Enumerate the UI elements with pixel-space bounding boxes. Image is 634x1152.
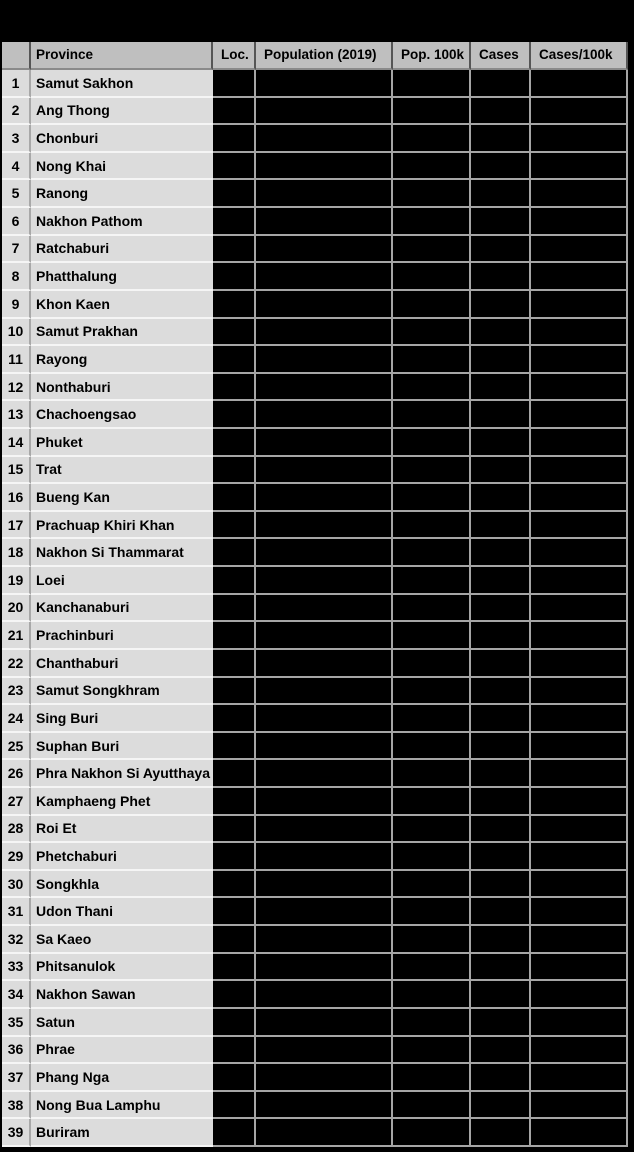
province-cell: Nong Bua Lamphu: [31, 1092, 213, 1120]
row-number-cell: 2: [2, 98, 31, 126]
pop100k-cell-redacted: [393, 954, 471, 982]
cases100k-cell-redacted: [531, 1119, 628, 1147]
row-number-cell: 9: [2, 291, 31, 319]
cases100k-cell-redacted: [531, 898, 628, 926]
cases100k-cell-redacted: [531, 705, 628, 733]
loc-cell-redacted: [213, 1009, 256, 1037]
loc-cell-redacted: [213, 926, 256, 954]
cases-cell-redacted: [471, 1037, 531, 1065]
loc-cell-redacted: [213, 567, 256, 595]
cases100k-cell-redacted: [531, 539, 628, 567]
pop100k-cell-redacted: [393, 898, 471, 926]
population-cell-redacted: [256, 153, 393, 181]
cases100k-cell-redacted: [531, 457, 628, 485]
province-cell: Chonburi: [31, 125, 213, 153]
row-number-cell: 10: [2, 319, 31, 347]
loc-cell-redacted: [213, 1064, 256, 1092]
cases100k-cell-redacted: [531, 788, 628, 816]
row-number-cell: 26: [2, 760, 31, 788]
row-number-cell: 31: [2, 898, 31, 926]
cases100k-cell-redacted: [531, 208, 628, 236]
row-number-cell: 32: [2, 926, 31, 954]
cases100k-cell-redacted: [531, 512, 628, 540]
population-cell-redacted: [256, 484, 393, 512]
population-cell-redacted: [256, 70, 393, 98]
pop100k-cell-redacted: [393, 125, 471, 153]
loc-cell-redacted: [213, 125, 256, 153]
cases-cell-redacted: [471, 1009, 531, 1037]
loc-cell-redacted: [213, 401, 256, 429]
pop100k-cell-redacted: [393, 484, 471, 512]
province-cell: Sa Kaeo: [31, 926, 213, 954]
column-header-cases100k: Cases/100k: [531, 42, 628, 70]
province-cell: Phuket: [31, 429, 213, 457]
column-header-pop100k: Pop. 100k: [393, 42, 471, 70]
province-cell: Phang Nga: [31, 1064, 213, 1092]
province-cell: Udon Thani: [31, 898, 213, 926]
cases-cell-redacted: [471, 595, 531, 623]
pop100k-cell-redacted: [393, 457, 471, 485]
population-cell-redacted: [256, 816, 393, 844]
population-cell-redacted: [256, 898, 393, 926]
cases-cell-redacted: [471, 539, 531, 567]
cases100k-cell-redacted: [531, 401, 628, 429]
pop100k-cell-redacted: [393, 733, 471, 761]
province-cell: Nong Khai: [31, 153, 213, 181]
population-cell-redacted: [256, 1092, 393, 1120]
province-cell: Phetchaburi: [31, 843, 213, 871]
population-cell-redacted: [256, 926, 393, 954]
cases100k-cell-redacted: [531, 733, 628, 761]
pop100k-cell-redacted: [393, 263, 471, 291]
province-cell: Chachoengsao: [31, 401, 213, 429]
cases100k-cell-redacted: [531, 429, 628, 457]
pop100k-cell-redacted: [393, 98, 471, 126]
cases100k-cell-redacted: [531, 567, 628, 595]
cases-cell-redacted: [471, 346, 531, 374]
province-cell: Kanchanaburi: [31, 595, 213, 623]
province-cell: Nakhon Sawan: [31, 981, 213, 1009]
column-header-population: Population (2019): [256, 42, 393, 70]
cases-cell-redacted: [471, 263, 531, 291]
row-number-cell: 4: [2, 153, 31, 181]
cases-cell-redacted: [471, 816, 531, 844]
row-number-cell: 6: [2, 208, 31, 236]
pop100k-cell-redacted: [393, 539, 471, 567]
row-number-cell: 12: [2, 374, 31, 402]
loc-cell-redacted: [213, 678, 256, 706]
loc-cell-redacted: [213, 208, 256, 236]
loc-cell-redacted: [213, 1037, 256, 1065]
pop100k-cell-redacted: [393, 319, 471, 347]
pop100k-cell-redacted: [393, 678, 471, 706]
cases100k-cell-redacted: [531, 1037, 628, 1065]
pop100k-cell-redacted: [393, 926, 471, 954]
row-number-cell: 24: [2, 705, 31, 733]
cases100k-cell-redacted: [531, 153, 628, 181]
row-number-cell: 36: [2, 1037, 31, 1065]
cases100k-cell-redacted: [531, 1009, 628, 1037]
row-number-cell: 23: [2, 678, 31, 706]
loc-cell-redacted: [213, 1119, 256, 1147]
cases-cell-redacted: [471, 70, 531, 98]
cases-cell-redacted: [471, 650, 531, 678]
pop100k-cell-redacted: [393, 816, 471, 844]
population-cell-redacted: [256, 512, 393, 540]
row-number-cell: 14: [2, 429, 31, 457]
population-cell-redacted: [256, 346, 393, 374]
cases-cell-redacted: [471, 567, 531, 595]
row-number-cell: 11: [2, 346, 31, 374]
cases-cell-redacted: [471, 374, 531, 402]
column-header-province: Province: [31, 42, 213, 70]
population-cell-redacted: [256, 401, 393, 429]
loc-cell-redacted: [213, 457, 256, 485]
cases-cell-redacted: [471, 401, 531, 429]
population-cell-redacted: [256, 125, 393, 153]
loc-cell-redacted: [213, 319, 256, 347]
population-cell-redacted: [256, 733, 393, 761]
loc-cell-redacted: [213, 484, 256, 512]
pop100k-cell-redacted: [393, 1064, 471, 1092]
cases100k-cell-redacted: [531, 1064, 628, 1092]
cases-cell-redacted: [471, 153, 531, 181]
loc-cell-redacted: [213, 291, 256, 319]
row-number-cell: 18: [2, 539, 31, 567]
row-number-cell: 20: [2, 595, 31, 623]
loc-cell-redacted: [213, 954, 256, 982]
loc-cell-redacted: [213, 816, 256, 844]
pop100k-cell-redacted: [393, 705, 471, 733]
pop100k-cell-redacted: [393, 374, 471, 402]
province-cell: Prachinburi: [31, 622, 213, 650]
cases-cell-redacted: [471, 1064, 531, 1092]
population-cell-redacted: [256, 705, 393, 733]
loc-cell-redacted: [213, 595, 256, 623]
cases-cell-redacted: [471, 760, 531, 788]
row-number-cell: 34: [2, 981, 31, 1009]
row-number-cell: 25: [2, 733, 31, 761]
province-cell: Buriram: [31, 1119, 213, 1147]
population-cell-redacted: [256, 871, 393, 899]
population-cell-redacted: [256, 429, 393, 457]
province-cell: Sing Buri: [31, 705, 213, 733]
province-cell: Samut Songkhram: [31, 678, 213, 706]
cases100k-cell-redacted: [531, 816, 628, 844]
population-cell-redacted: [256, 98, 393, 126]
row-number-cell: 15: [2, 457, 31, 485]
province-cell: Bueng Kan: [31, 484, 213, 512]
population-cell-redacted: [256, 1064, 393, 1092]
population-cell-redacted: [256, 1119, 393, 1147]
pop100k-cell-redacted: [393, 622, 471, 650]
loc-cell-redacted: [213, 98, 256, 126]
province-cell: Phrae: [31, 1037, 213, 1065]
row-number-cell: 27: [2, 788, 31, 816]
cases-cell-redacted: [471, 788, 531, 816]
province-cell: Ratchaburi: [31, 236, 213, 264]
province-cell: Loei: [31, 567, 213, 595]
cases100k-cell-redacted: [531, 926, 628, 954]
cases100k-cell-redacted: [531, 595, 628, 623]
column-header-cases: Cases: [471, 42, 531, 70]
population-cell-redacted: [256, 760, 393, 788]
pop100k-cell-redacted: [393, 567, 471, 595]
loc-cell-redacted: [213, 622, 256, 650]
cases-cell-redacted: [471, 843, 531, 871]
province-cell: Satun: [31, 1009, 213, 1037]
province-table: [2, 42, 628, 1147]
cases-cell-redacted: [471, 954, 531, 982]
row-number-cell: 22: [2, 650, 31, 678]
loc-cell-redacted: [213, 263, 256, 291]
pop100k-cell-redacted: [393, 70, 471, 98]
province-cell: Suphan Buri: [31, 733, 213, 761]
population-cell-redacted: [256, 567, 393, 595]
cases-cell-redacted: [471, 429, 531, 457]
pop100k-cell-redacted: [393, 760, 471, 788]
row-number-cell: 29: [2, 843, 31, 871]
cases100k-cell-redacted: [531, 954, 628, 982]
province-cell: Trat: [31, 457, 213, 485]
cases-cell-redacted: [471, 457, 531, 485]
cases100k-cell-redacted: [531, 760, 628, 788]
population-cell-redacted: [256, 1037, 393, 1065]
row-number-cell: 38: [2, 1092, 31, 1120]
province-cell: Samut Prakhan: [31, 319, 213, 347]
pop100k-cell-redacted: [393, 1092, 471, 1120]
cases100k-cell-redacted: [531, 98, 628, 126]
row-number-cell: 1: [2, 70, 31, 98]
population-cell-redacted: [256, 457, 393, 485]
loc-cell-redacted: [213, 1092, 256, 1120]
cases100k-cell-redacted: [531, 346, 628, 374]
population-cell-redacted: [256, 263, 393, 291]
province-cell: Nakhon Pathom: [31, 208, 213, 236]
loc-cell-redacted: [213, 512, 256, 540]
pop100k-cell-redacted: [393, 291, 471, 319]
cases100k-cell-redacted: [531, 1092, 628, 1120]
cases100k-cell-redacted: [531, 180, 628, 208]
cases-cell-redacted: [471, 236, 531, 264]
cases-cell-redacted: [471, 512, 531, 540]
pop100k-cell-redacted: [393, 429, 471, 457]
cases100k-cell-redacted: [531, 236, 628, 264]
province-cell: Prachuap Khiri Khan: [31, 512, 213, 540]
cases-cell-redacted: [471, 678, 531, 706]
pop100k-cell-redacted: [393, 981, 471, 1009]
cases-cell-redacted: [471, 1119, 531, 1147]
pop100k-cell-redacted: [393, 843, 471, 871]
row-number-cell: 21: [2, 622, 31, 650]
pop100k-cell-redacted: [393, 180, 471, 208]
cases-cell-redacted: [471, 208, 531, 236]
row-number-cell: 35: [2, 1009, 31, 1037]
cases100k-cell-redacted: [531, 871, 628, 899]
row-number-cell: 30: [2, 871, 31, 899]
cases-cell-redacted: [471, 484, 531, 512]
population-cell-redacted: [256, 954, 393, 982]
pop100k-cell-redacted: [393, 1009, 471, 1037]
province-cell: Khon Kaen: [31, 291, 213, 319]
cases100k-cell-redacted: [531, 678, 628, 706]
loc-cell-redacted: [213, 788, 256, 816]
province-cell: Roi Et: [31, 816, 213, 844]
cases-cell-redacted: [471, 926, 531, 954]
loc-cell-redacted: [213, 346, 256, 374]
pop100k-cell-redacted: [393, 512, 471, 540]
cases100k-cell-redacted: [531, 484, 628, 512]
cases-cell-redacted: [471, 871, 531, 899]
pop100k-cell-redacted: [393, 1119, 471, 1147]
pop100k-cell-redacted: [393, 1037, 471, 1065]
pop100k-cell-redacted: [393, 208, 471, 236]
pop100k-cell-redacted: [393, 650, 471, 678]
cases-cell-redacted: [471, 622, 531, 650]
population-cell-redacted: [256, 374, 393, 402]
cases100k-cell-redacted: [531, 650, 628, 678]
province-cell: Songkhla: [31, 871, 213, 899]
loc-cell-redacted: [213, 871, 256, 899]
loc-cell-redacted: [213, 374, 256, 402]
cases100k-cell-redacted: [531, 125, 628, 153]
province-cell: Ang Thong: [31, 98, 213, 126]
population-cell-redacted: [256, 622, 393, 650]
cases-cell-redacted: [471, 98, 531, 126]
cases100k-cell-redacted: [531, 70, 628, 98]
cases-cell-redacted: [471, 898, 531, 926]
pop100k-cell-redacted: [393, 401, 471, 429]
cases100k-cell-redacted: [531, 622, 628, 650]
row-number-cell: 8: [2, 263, 31, 291]
loc-cell-redacted: [213, 898, 256, 926]
cases100k-cell-redacted: [531, 263, 628, 291]
population-cell-redacted: [256, 595, 393, 623]
cases-cell-redacted: [471, 705, 531, 733]
cases100k-cell-redacted: [531, 319, 628, 347]
population-cell-redacted: [256, 539, 393, 567]
pop100k-cell-redacted: [393, 788, 471, 816]
row-number-cell: 37: [2, 1064, 31, 1092]
population-cell-redacted: [256, 180, 393, 208]
row-number-cell: 5: [2, 180, 31, 208]
row-number-cell: 7: [2, 236, 31, 264]
row-number-cell: 33: [2, 954, 31, 982]
row-number-cell: 13: [2, 401, 31, 429]
loc-cell-redacted: [213, 153, 256, 181]
pop100k-cell-redacted: [393, 871, 471, 899]
population-cell-redacted: [256, 788, 393, 816]
cases-cell-redacted: [471, 291, 531, 319]
population-cell-redacted: [256, 1009, 393, 1037]
pop100k-cell-redacted: [393, 153, 471, 181]
loc-cell-redacted: [213, 733, 256, 761]
population-cell-redacted: [256, 291, 393, 319]
cases-cell-redacted: [471, 125, 531, 153]
cases100k-cell-redacted: [531, 981, 628, 1009]
cases-cell-redacted: [471, 733, 531, 761]
loc-cell-redacted: [213, 843, 256, 871]
row-number-cell: 16: [2, 484, 31, 512]
cases-cell-redacted: [471, 1092, 531, 1120]
province-cell: Rayong: [31, 346, 213, 374]
population-cell-redacted: [256, 843, 393, 871]
province-cell: Phra Nakhon Si Ayutthaya: [31, 760, 213, 788]
column-header-loc: Loc.: [213, 42, 256, 70]
cases100k-cell-redacted: [531, 374, 628, 402]
pop100k-cell-redacted: [393, 595, 471, 623]
population-cell-redacted: [256, 650, 393, 678]
loc-cell-redacted: [213, 705, 256, 733]
population-cell-redacted: [256, 319, 393, 347]
row-number-cell: 39: [2, 1119, 31, 1147]
pop100k-cell-redacted: [393, 346, 471, 374]
pop100k-cell-redacted: [393, 236, 471, 264]
loc-cell-redacted: [213, 236, 256, 264]
population-cell-redacted: [256, 678, 393, 706]
cases-cell-redacted: [471, 981, 531, 1009]
loc-cell-redacted: [213, 429, 256, 457]
province-cell: Chanthaburi: [31, 650, 213, 678]
cases-cell-redacted: [471, 319, 531, 347]
loc-cell-redacted: [213, 539, 256, 567]
row-number-cell: 3: [2, 125, 31, 153]
province-cell: Ranong: [31, 180, 213, 208]
loc-cell-redacted: [213, 70, 256, 98]
province-cell: Phitsanulok: [31, 954, 213, 982]
population-cell-redacted: [256, 236, 393, 264]
column-header-rownum: [2, 42, 31, 70]
loc-cell-redacted: [213, 981, 256, 1009]
province-cell: Samut Sakhon: [31, 70, 213, 98]
row-number-cell: 17: [2, 512, 31, 540]
province-cell: Kamphaeng Phet: [31, 788, 213, 816]
province-cell: Phatthalung: [31, 263, 213, 291]
loc-cell-redacted: [213, 180, 256, 208]
cases100k-cell-redacted: [531, 843, 628, 871]
row-number-cell: 28: [2, 816, 31, 844]
province-cell: Nakhon Si Thammarat: [31, 539, 213, 567]
province-cell: Nonthaburi: [31, 374, 213, 402]
loc-cell-redacted: [213, 650, 256, 678]
cases-cell-redacted: [471, 180, 531, 208]
loc-cell-redacted: [213, 760, 256, 788]
cases100k-cell-redacted: [531, 291, 628, 319]
population-cell-redacted: [256, 208, 393, 236]
row-number-cell: 19: [2, 567, 31, 595]
population-cell-redacted: [256, 981, 393, 1009]
